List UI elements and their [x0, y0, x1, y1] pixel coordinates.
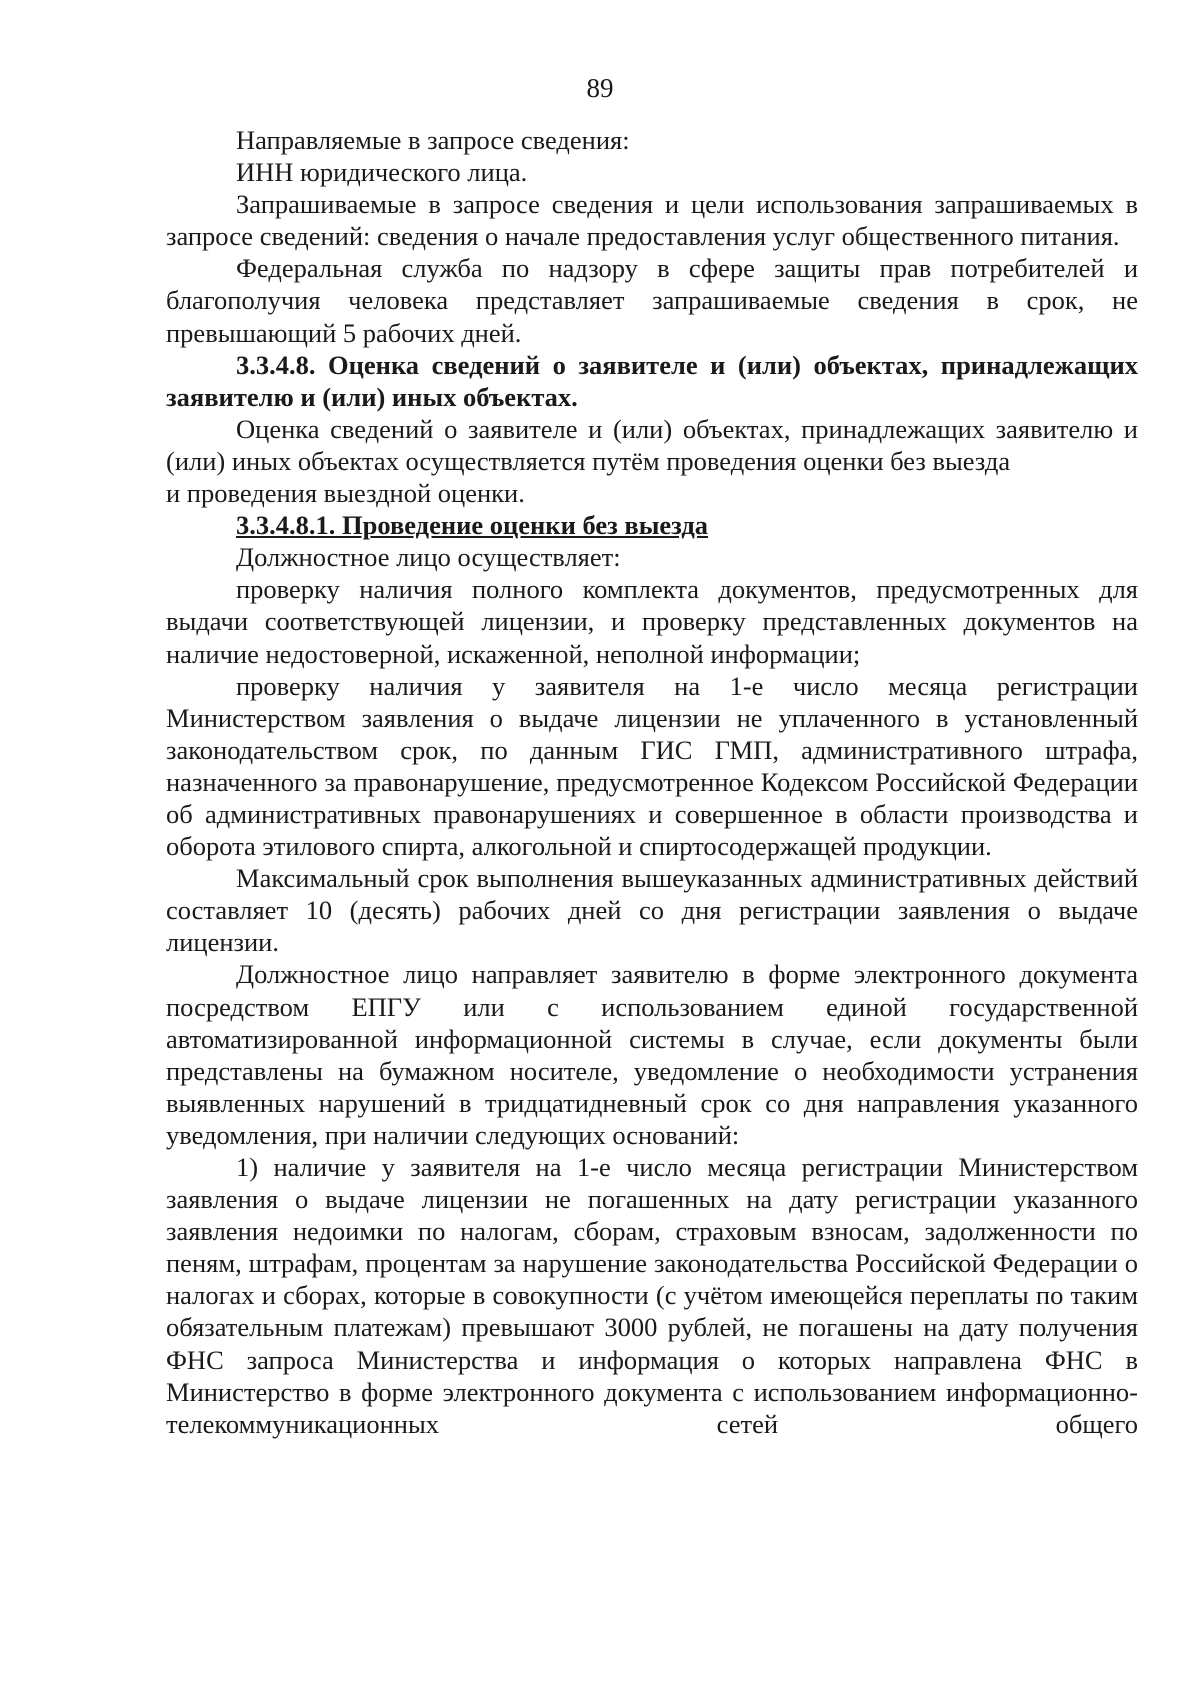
paragraph-onsite-assessment: и проведения выездной оценки.: [166, 478, 525, 509]
paragraph-requested-data-label: Направляемые в запросе сведения:: [236, 125, 630, 155]
paragraph-check-documents: проверку наличия полного комплекта документов, предусмотренных для выдачи соответствующей лицензии, и проверку представленных документов на наличие недостоверной, искаженной, неполной информации;: [166, 574, 1138, 669]
paragraph-list-item-1: 1) наличие у заявителя на 1-е число месяца регистрации Министерством заявления о выдаче лицензии не погашенных на дату регистрации указанного заявления недоимки по налогам, сборам, страховым взносам, задолженности по пеням, штрафам, процентам за нарушение законодательства Российской Федерации о налогах и сборах, которые в совокупности (с учётом имеющейся переплаты по таким обязательным платежам) превышают 3000 рублей, не погашены на дату получения ФНС запроса Министерства и информация о которых направлена ФНС в Министерство в форме электронного документа с использованием информационно-телекоммуникационных сетей общего: [166, 1152, 1138, 1439]
page-number: 89: [586, 73, 614, 103]
document-body: [166, 124, 1138, 1440]
paragraph-rospotrebnadzor: Федеральная служба по надзору в сфере защиты прав потребителей и благополучия человека представляет запрашиваемые сведения в срок, не превышающий 5 рабочих дней.: [166, 253, 1138, 348]
section-heading-3-3-4-8: 3.3.4.8. Оценка сведений о заявителе и (или) объектах, принадлежащих заявителю и (или) иных объектах.: [166, 349, 1138, 412]
paragraph-requested-info-purpose: Запрашиваемые в запросе сведения и цели использования запрашиваемых в запросе сведений: сведения о начале предоставления услуг общественного питания.: [166, 189, 1138, 252]
paragraph-check-fines: проверку наличия у заявителя на 1-е число месяца регистрации Министерством заявления о выдаче лицензии не уплаченного в установленный законодательством срок, по данным ГИС ГМП, административного штрафа, назначенного за правонарушение, предусмотренное Кодексом Российской Федерации об административных правонарушениях и совершенное в области производства и оборота этилового спирта, алкогольной и спиртосодержащей продукции.: [166, 670, 1138, 862]
paragraph-notification: Должностное лицо направляет заявителю в форме электронного документа посредством ЕПГУ или с использованием единой государственной автоматизированной информационной системы в случае, если документы были представлены на бумажном носителе, уведомление о необходимости устранения выявленных нарушений в тридцатидневный срок со дня направления указанного уведомления, при наличии следующих оснований:: [166, 959, 1138, 1150]
paragraph-inn: ИНН юридического лица.: [236, 157, 528, 188]
paragraph-max-term: Максимальный срок выполнения вышеуказанных административных действий составляет 10 (десять) рабочих дней со дня регистрации заявления о выдаче лицензии.: [166, 863, 1138, 958]
paragraph-assessment-method: Оценка сведений о заявителе и (или) объектах, принадлежащих заявителю и (или) иных объектах осуществляется путём проведения оценки без выезда: [166, 413, 1138, 476]
section-heading-3-3-4-8-1-text: 3.3.4.8.1. Проведение оценки без выезда: [236, 510, 708, 541]
section-heading-3-3-4-8-1: [166, 509, 1138, 541]
paragraph-official-performs: Должностное лицо осуществляет:: [236, 542, 621, 573]
